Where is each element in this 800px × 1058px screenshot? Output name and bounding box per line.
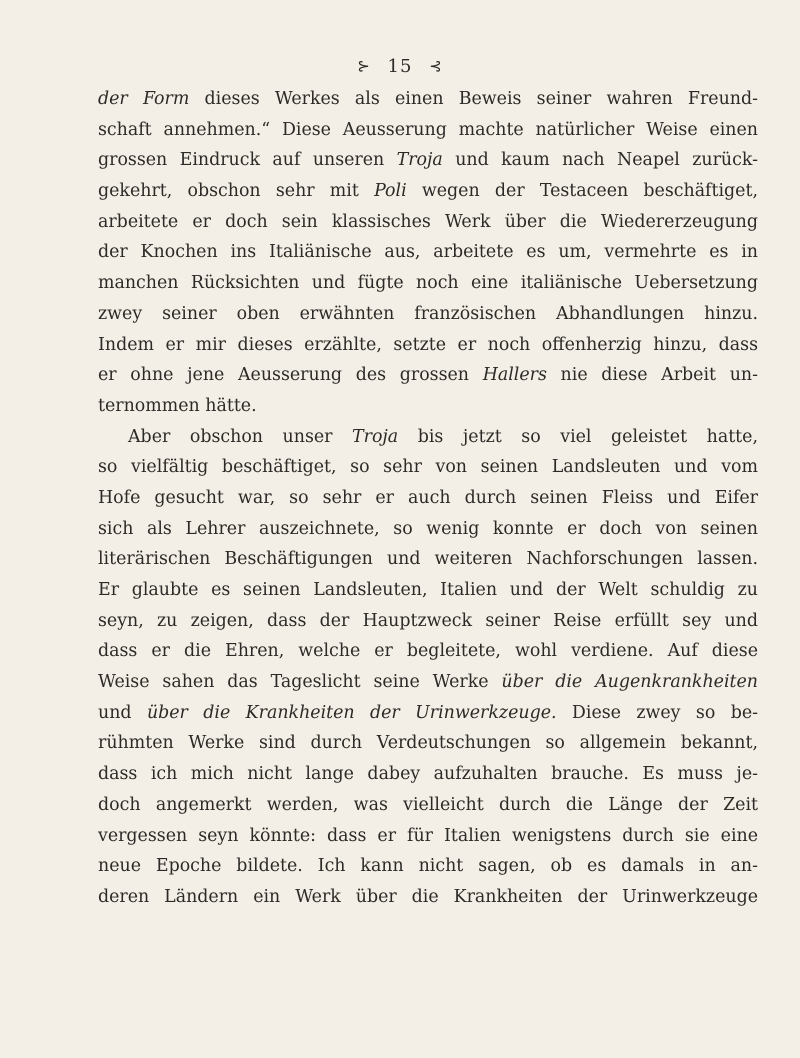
text-segment: und xyxy=(98,702,147,723)
text-line xyxy=(98,145,758,176)
text-line xyxy=(98,575,758,606)
text-segment: er ohne jene Aeusserung des grossen xyxy=(98,365,483,386)
italic-text: Hallers xyxy=(482,365,547,386)
italic-text: über die Augenkrankheiten xyxy=(501,672,758,693)
text-segment: doch angemerkt werden, was vielleicht durch die Länge der Zeit xyxy=(98,794,758,815)
text-segment: sich als Lehrer auszeichnete, so wenig konnte er doch von seinen xyxy=(98,518,758,539)
italic-text: Poli xyxy=(374,181,407,202)
text-segment: seyn, zu zeigen, dass der Hauptzweck seiner Reise erfüllt sey und xyxy=(98,610,758,631)
text-segment: neue Epoche bildete. Ich kann nicht sagen, ob es damals in an- xyxy=(98,856,758,877)
text-line xyxy=(98,698,758,729)
text-segment: Aber obschon unser xyxy=(128,426,353,447)
text-segment: schaft annehmen.“ Diese Aeusserung machte natürlicher Weise einen xyxy=(98,119,758,140)
text-segment: so vielfältig beschäftiget, so sehr von seinen Landsleuten und vom xyxy=(98,457,758,478)
text-line xyxy=(98,452,758,483)
text-line xyxy=(98,391,758,422)
ornament-left-icon: ⊱ xyxy=(357,57,371,75)
text-line xyxy=(98,759,758,790)
text-line xyxy=(98,544,758,575)
text-line xyxy=(98,483,758,514)
text-line xyxy=(98,667,758,698)
text-segment: manchen Rücksichten und fügte noch eine italiänische Uebersetzung xyxy=(98,273,758,294)
text-line xyxy=(98,237,758,268)
italic-text: Troja xyxy=(396,150,443,171)
text-segment: ternommen hätte. xyxy=(98,395,257,416)
text-line xyxy=(98,882,758,913)
text-segment: bis jetzt so viel geleistet hatte, xyxy=(398,426,758,447)
text-line xyxy=(98,330,758,361)
page-number: 15 xyxy=(387,56,413,77)
text-line xyxy=(98,299,758,330)
text-line xyxy=(98,207,758,238)
text-segment: arbeitete er doch sein klassisches Werk über die Wiedererzeugung xyxy=(98,211,758,232)
italic-text: über die Krankheiten der Urinwerkzeuge. xyxy=(146,702,557,723)
text-segment: dass ich mich nicht lange dabey aufzuhalten brauche. Es muss je- xyxy=(98,764,758,785)
text-segment: wegen der Testaceen beschäftiget, xyxy=(406,181,758,202)
text-line xyxy=(98,636,758,667)
text-line xyxy=(98,514,758,545)
page-header xyxy=(0,56,800,77)
text-segment: zwey seiner oben erwähnten französischen Abhandlungen hinzu. xyxy=(98,303,758,324)
text-segment: und kaum nach Neapel zurück- xyxy=(442,150,758,171)
text-line xyxy=(98,176,758,207)
text-segment: Hofe gesucht war, so sehr er auch durch seinen Fleiss und Eifer xyxy=(98,487,758,508)
text-segment: der Knochen ins Italiänische aus, arbeitete es um, vermehrte es in xyxy=(98,242,758,263)
text-segment: Diese zwey so be- xyxy=(556,702,759,723)
text-segment: grossen Eindruck auf unseren xyxy=(98,150,397,171)
italic-text: der Form xyxy=(98,89,190,109)
text-segment: Indem er mir dieses erzählte, setzte er noch offenherzig hinzu, dass xyxy=(98,334,758,355)
text-segment: Er glaubte es seinen Landsleuten, Italien und der Welt schuldig zu xyxy=(98,580,758,600)
text-segment: gekehrt, obschon sehr mit xyxy=(98,181,375,202)
text-line xyxy=(98,360,758,391)
text-segment: deren Ländern ein Werk über die Krankheiten der Urinwerkzeuge xyxy=(98,886,758,907)
text-line xyxy=(98,821,758,852)
text-segment: dass er die Ehren, welche er begleitete, wohl verdiene. Auf diese xyxy=(98,641,758,662)
ornament-right-icon: ⊰ xyxy=(429,57,443,75)
text-line xyxy=(98,606,758,637)
text-segment: rühmten Werke sind durch Verdeutschungen so allgemein bekannt, xyxy=(98,733,758,754)
text-segment: vergessen seyn könnte: dass er für Italien wenigstens durch sie eine xyxy=(98,825,758,846)
text-line xyxy=(98,268,758,299)
italic-text: Troja xyxy=(352,426,399,447)
text-line xyxy=(98,851,758,882)
text-line xyxy=(98,790,758,821)
text-line xyxy=(98,115,758,146)
text-segment: Weise sahen das Tageslicht seine Werke xyxy=(98,672,502,693)
text-segment: literärischen Beschäftigungen und weiteren Nachforschungen lassen. xyxy=(98,549,758,570)
text-line xyxy=(98,422,758,453)
text-line xyxy=(98,84,758,115)
text-segment: nie diese Arbeit un- xyxy=(546,365,758,386)
text-line xyxy=(98,728,758,759)
text-segment: dieses Werkes als einen Beweis seiner wahren Freund- xyxy=(189,89,758,109)
body-text xyxy=(98,84,758,913)
